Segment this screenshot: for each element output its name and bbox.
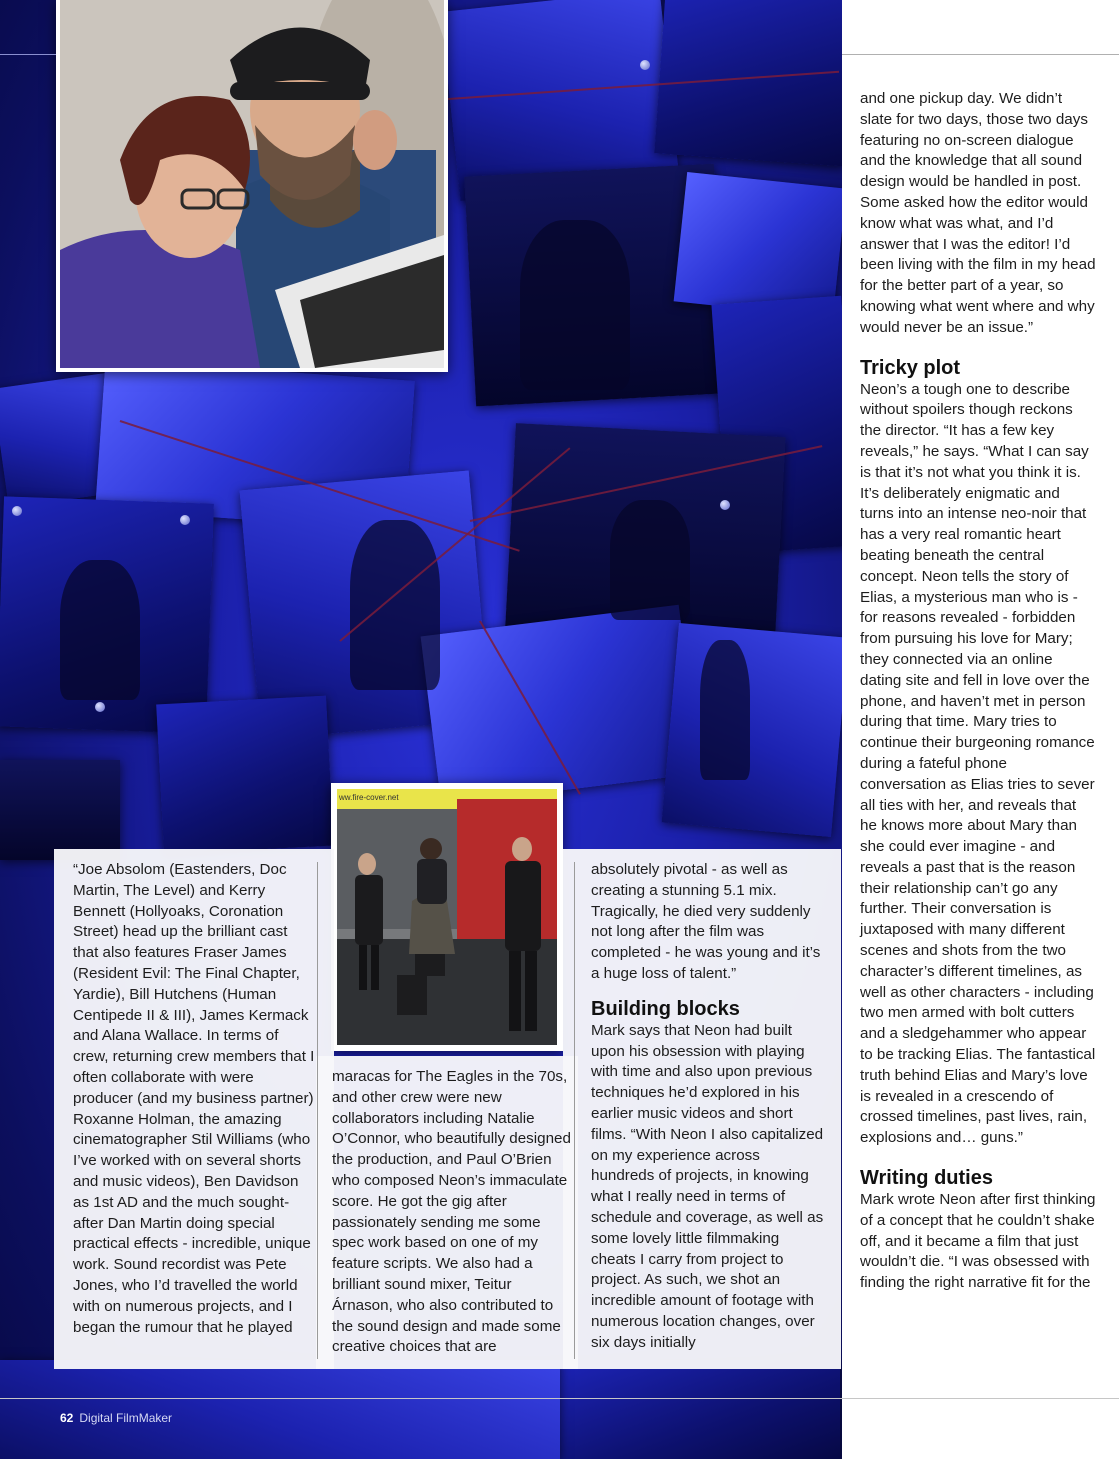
column-4-text-bottom: Mark wrote Neon after first thinking of a concept that he couldn’t shake off, and it became a film that just wouldn’t die. “I was obsessed with finding the right narrative fit for the — [860, 1191, 1096, 1292]
column-2 — [332, 1067, 572, 1358]
column-divider-1 — [317, 862, 318, 1359]
column-2-text: maracas for The Eagles in the 70s, and other crew were new collaborators including Natalie O’Connor, who beautifully designed the production, and Paul O’Brien who composed Neon’s immaculate score. He got the gig after passionately sending me some spec work based on one of my feature scripts. We also had a brilliant sound mixer, Teitur Árnason, who also contributed to the sound design and made some creative choices that are — [332, 1068, 571, 1356]
column-1 — [73, 860, 316, 1338]
page-number: 62 — [60, 1411, 74, 1425]
column-4-text-mid: Neon’s a tough one to describe without spoilers though reckons the director. “It has a few key reveals,” he says. “What I can say is that it’s not what you think it is. It’s deliberately enigmatic and turns into an intense neo-noir that has a very real romantic heart beating beneath the central concept. Neon tells the story of Elias, a mysterious man who is - for reasons revealed - forbidden from pursuing his love for Mary; they connected via an online dating site and fell in love over the phone, and haven’t met in person during that time. Mary tries to continue their burgeoning romance during a fateful phone conversation as Elias tries to sever all ties with her, and reveals that he knows more about Mary than she could ever imagine - and reveals a past that is the reason their relationship can’t go any further. Their conversation is juxtaposed with many different scenes and shots from the two character’s different timelines, as well as other characters - including two men armed with bolt cutters and a sledgehammer who appear to be tracking Elias. The fantastical truth behind Elias and Mary’s love is revealed in a crescendo of crossed timelines, past lives, rain, explosions and… guns.” — [860, 380, 1096, 1147]
heading-writing-duties: Writing duties — [860, 1167, 993, 1190]
column-3-text-bottom: Mark says that Neon had built upon his obsession with playing with time and also upon previous techniques he’d explored in his earlier music videos and short films. “With Neon I also capitalized on my experience across hundreds of projects, in knowing what I really need in terms of schedule and coverage, as well as some lovely little filmmaking cheats I carry from project to project. As such, we shot an incredible amount of footage with numerous location changes, over six days initially — [591, 1021, 824, 1351]
heading-tricky-plot: Tricky plot — [860, 356, 961, 379]
heading-building-blocks: Building blocks — [591, 997, 740, 1020]
magazine-name: Digital FilmMaker — [79, 1411, 173, 1425]
bottom-rule — [0, 1398, 1119, 1399]
photo-director-and-crew — [56, 0, 448, 372]
top-rule — [842, 54, 1119, 55]
column-4-text-top: and one pickup day. We didn’t slate for two days, those two days featuring no on-screen dialogue and the knowledge that all sound design would be handled in post. Some asked how the editor would know what was what, and I’d answer that I was the editor! I’d been living with the film in my head for the better part of a year, so knowing what went where and why would never be an issue.” — [860, 90, 1096, 336]
photo-crew-on-set — [331, 783, 563, 1051]
sign-text: ww.fire-cover.net — [339, 793, 399, 802]
page-folio — [60, 1411, 172, 1425]
column-1-text: “Joe Absolom (Eastenders, Doc Martin, The Level) and Kerry Bennett (Hollyoaks, Coronation Street) head up the brilliant cast that also features Fraser James (Resident Evil: The Final Chapter, Yardie), Bill Hutchens (Human Centipede II & III), James Kermack and Alana Wallace. In terms of crew, returning crew members that I often collaborate with were producer (and my business partner) Roxanne Holman, the amazing cinematographer Stil Williams (who I’ve worked with on several shorts and music videos), Ben Davidson as 1st AD and the much sought-after Dan Martin doing special practical effects - incredible, unique work. Sound recordist was Pete Jones, who I’d travelled the world with on numerous projects, and I began the rumour that he played — [73, 861, 315, 1336]
top-left-rule — [0, 54, 56, 55]
column-3-text-top: absolutely pivotal - as well as creating a stunning 5.1 mix. Tragically, he died very suddenly not long after the film was completed - he was young and it’s a huge loss of talent.” — [591, 861, 821, 982]
right-column — [842, 0, 1119, 1459]
column-4 — [860, 89, 1096, 1294]
column-divider-2 — [574, 862, 575, 1359]
column-3 — [591, 860, 825, 1354]
